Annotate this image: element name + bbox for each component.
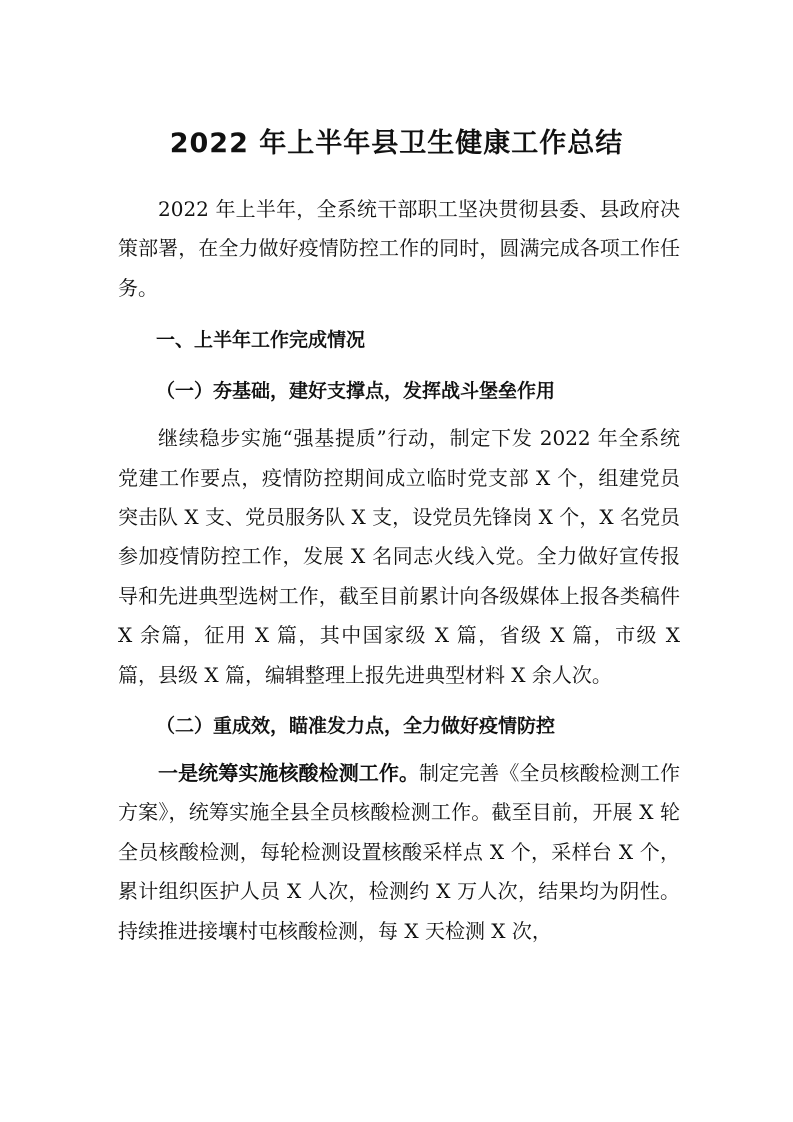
- subsection-1-paragraph: 继续稳步实施“强基提质”行动，制定下发 2022 年全系统党建工作要点，疫情防控期间成立临时党支部 X 个，组建党员突击队 X 支、党员服务队 X 支，设党员先锋岗 X 个，X 名党员参加疫情防控工作，发展 X 名同志火线入党。全力做好宣传报导和先进典型选树工作，截至目前累计向各级媒体上报各类稿件 X 余篇，征用 X 篇，其中国家级 X 篇，省级 X 篇，市级 X 篇，县级 X 篇，编辑整理上报先进典型材料 X 余人次。: [118, 426, 680, 687]
- paragraph-body-text: 制定完善《全员核酸检测工作方案》，统筹实施全县全员核酸检测工作。截至目前，开展 X 轮全员核酸检测，每轮检测设置核酸采样点 X 个，采样台 X 个，累计组织医护人员 X 人次，检测约 X 万人次，结果均为阴性。持续推进接壤村屯核酸检测，每 X 天检测 X 次，: [118, 761, 681, 943]
- subsection-heading-2: （二）重成效，瞄准发力点，全力做好疫情防控: [156, 715, 556, 738]
- document-body: [118, 190, 680, 951]
- section-heading: 一、上半年工作完成情况: [156, 329, 366, 352]
- subsection-heading-1: （一）夯基础，建好支撑点，发挥战斗堡垒作用: [156, 380, 556, 403]
- subsection-2-paragraph: [118, 754, 680, 951]
- paragraph-lead-text: 一是统筹实施核酸检测工作。: [158, 761, 420, 786]
- intro-paragraph: 2022 年上半年，全系统干部职工坚决贯彻县委、县政府决策部署，在全力做好疫情防控工作的同时，圆满完成各项工作任务。: [118, 197, 680, 300]
- document-title: 2022 年上半年县卫生健康工作总结: [169, 128, 624, 159]
